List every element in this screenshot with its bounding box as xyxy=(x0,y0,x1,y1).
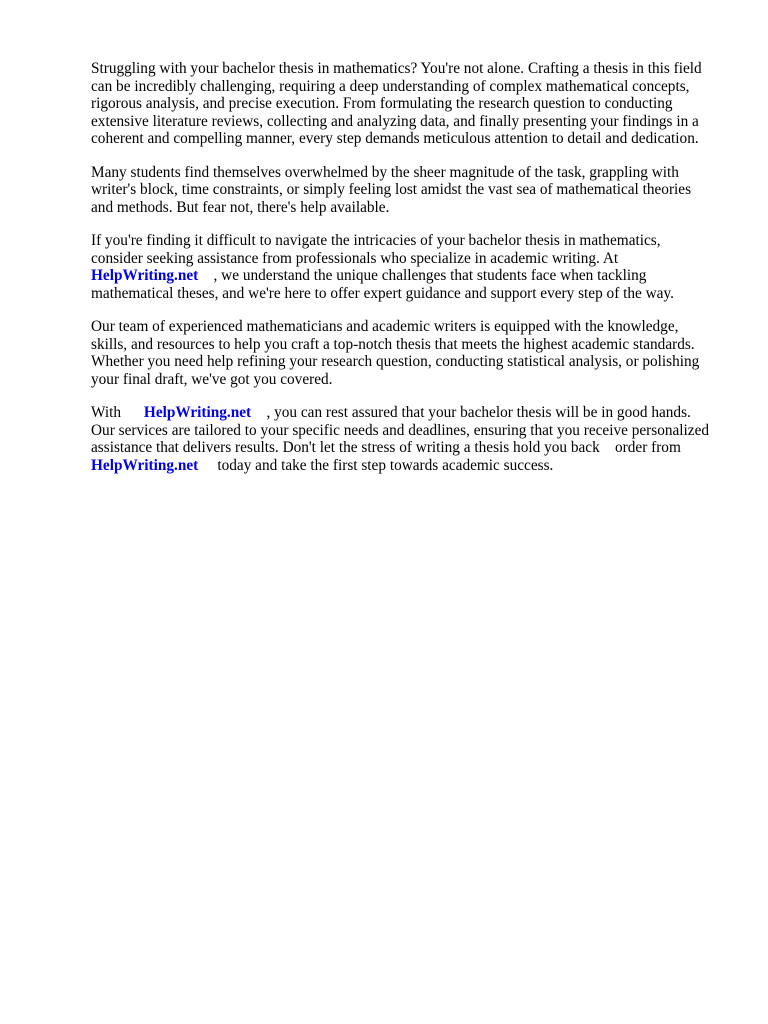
paragraph-overwhelmed xyxy=(91,164,731,217)
text-line: extensive literature reviews, collecting and analyzing data, and finally presenting your findings in a xyxy=(91,112,699,130)
text-line: your final draft, we've got you covered. xyxy=(91,370,333,388)
text-line xyxy=(91,404,731,422)
paragraph-intro xyxy=(91,60,731,148)
text-line: Whether you need help refining your research question, conducting statistical analysis, or polishing xyxy=(91,353,700,370)
text-fragment: today and take the first step towards academic success. xyxy=(198,456,554,474)
text-line: rigorous analysis, and precise execution. From formulating the research question to conducting xyxy=(91,95,673,112)
text-line: mathematical theses, and we're here to offer expert guidance and support every step of the way. xyxy=(91,284,674,302)
paragraph-assistance xyxy=(91,232,731,302)
text-fragment: With xyxy=(91,404,144,421)
paragraph-closing xyxy=(91,404,731,474)
helpwriting-link[interactable]: HelpWriting.net xyxy=(91,267,199,284)
text-fragment: , we understand the unique challenges that students face when tackling xyxy=(198,267,647,284)
paragraph-team xyxy=(91,318,731,388)
text-line: writer's block, time constraints, or simply feeling lost amidst the vast sea of mathematical theories xyxy=(91,181,692,198)
text-line: Our services are tailored to your specific needs and deadlines, ensuring that you receive personalized xyxy=(91,421,710,439)
text-line: Many students find themselves overwhelmed by the sheer magnitude of the task, grappling with xyxy=(91,163,679,181)
text-fragment: , you can rest assured that your bachelor thesis will be in good hands. xyxy=(251,404,691,421)
text-line: can be incredibly challenging, requiring a deep understanding of complex mathematical concepts, xyxy=(91,77,690,95)
text-line: skills, and resources to help you craft a top-notch thesis that meets the highest academic standards. xyxy=(91,335,695,353)
helpwriting-link[interactable]: HelpWriting.net xyxy=(91,456,199,474)
text-line xyxy=(91,267,731,285)
text-line: consider seeking assistance from professionals who specialize in academic writing. At xyxy=(91,249,619,267)
document-page xyxy=(91,60,731,490)
text-line: and methods. But fear not, there's help available. xyxy=(91,198,390,216)
text-line: Our team of experienced mathematicians and academic writers is equipped with the knowledge, xyxy=(91,318,679,335)
text-line: Struggling with your bachelor thesis in mathematics? You're not alone. Crafting a thesis in this field xyxy=(91,60,702,77)
text-line: assistance that delivers results. Don't let the stress of writing a thesis hold you back order from xyxy=(91,439,681,456)
text-line: coherent and compelling manner, every step demands meticulous attention to detail and dedication. xyxy=(91,130,699,147)
text-line: If you're finding it difficult to navigate the intricacies of your bachelor thesis in mathematics, xyxy=(91,232,661,249)
text-line xyxy=(91,457,731,475)
helpwriting-link[interactable]: HelpWriting.net xyxy=(143,404,252,421)
